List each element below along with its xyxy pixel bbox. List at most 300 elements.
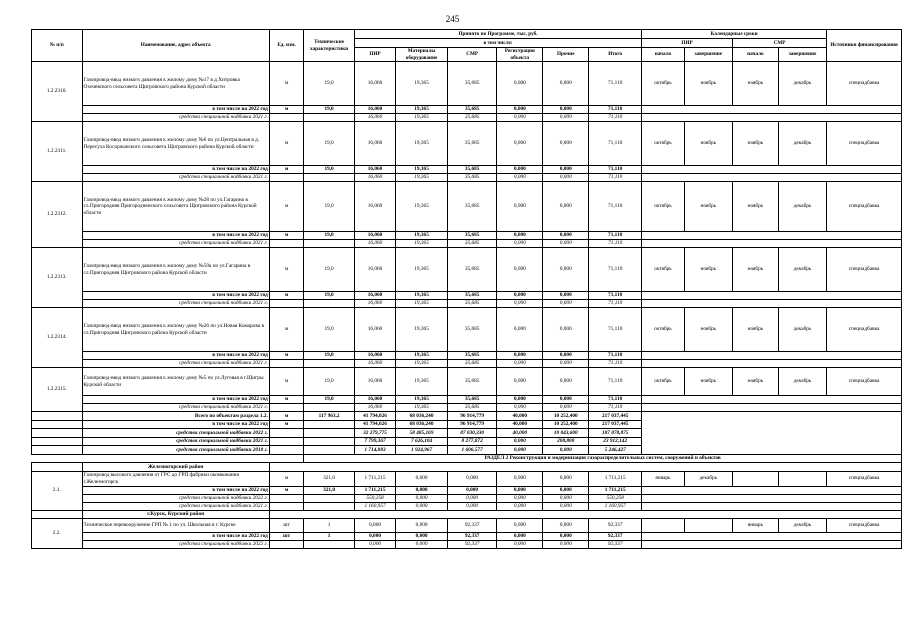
object-name: Газопровод-ввод низкого давления к жилому дому №59а по ул.Гагарина в сл.Пригородняя Щигровского района Курской области <box>82 248 269 292</box>
pir-start: октябрь <box>642 182 685 232</box>
pir-start: октябрь <box>642 62 685 106</box>
incl-char: 19,0 <box>304 352 355 360</box>
unit: м <box>269 486 303 494</box>
incl-reg: 40,000 <box>497 420 543 429</box>
incl-reg: 0,000 <box>497 352 543 360</box>
incl-label: в том числе на 2022 год <box>82 486 269 494</box>
unit: м <box>269 412 303 421</box>
obj-2-2-name: Техническое перевооружение ГРП № 1 по ул. Школьная в г. Курске <box>82 519 269 533</box>
object-num: 1.2.2312. <box>32 182 83 248</box>
special-2018-label: средства специальной надбавки 2018 г. <box>82 446 269 455</box>
incl-label: в том числе на 2022 год <box>82 166 269 174</box>
obj-2-1-s2021-reg: 0,000 <box>497 502 543 510</box>
object-other: 0,000 <box>543 248 589 292</box>
s2022-smr: 87 030,330 <box>447 429 496 438</box>
incl-other: 0,000 <box>543 232 589 240</box>
incl-pir: 16,060 <box>354 352 395 360</box>
special-2021-label: средства специальной надбавки 2021 г. <box>82 404 269 412</box>
obj-2-1-other: 0,000 <box>543 471 589 486</box>
object-char: 19,0 <box>304 368 355 396</box>
object-incl-row <box>32 232 902 240</box>
header-smr-end: завершение <box>778 48 826 62</box>
header-pir-start: начало <box>642 48 685 62</box>
special-reg: 0,000 <box>497 404 543 412</box>
unit: м <box>269 308 303 352</box>
incl-pir: 16,060 <box>354 166 395 174</box>
smr-start: ноябрь <box>732 368 778 396</box>
obj-2-2-pir: 0,000 <box>354 519 395 533</box>
obj-2-2-incl-mat: 0,000 <box>396 533 448 541</box>
object-name: Газопровод-ввод низкого давления к жилому дому №5 по ул.Луговая в г.Щигры Курской области <box>82 368 269 396</box>
obj-2-2-s2022-reg: 0,000 <box>497 541 543 549</box>
object-total: 71,110 <box>589 368 642 396</box>
incl-mat: 19,365 <box>396 396 448 404</box>
total-reg: 40,000 <box>497 412 543 421</box>
unit: м <box>269 420 303 429</box>
header-pir-end: завершение <box>684 48 732 62</box>
object-other: 0,000 <box>543 368 589 396</box>
header-cal-pir: ПИР <box>642 39 733 48</box>
special-smr: 35,685 <box>447 114 496 122</box>
object-reg: 0,000 <box>497 62 543 106</box>
obj-2-2-incl-other: 0,000 <box>543 533 589 541</box>
header-source: Источники финансирования <box>827 30 902 62</box>
header-pir: ПИР <box>354 48 395 62</box>
header-total: Итого <box>589 48 642 62</box>
s2021-reg: 0,000 <box>497 437 543 446</box>
special-smr: 35,685 <box>447 300 496 308</box>
object-char: 19,0 <box>304 122 355 166</box>
smr-end: декабрь <box>778 368 826 396</box>
object-total: 71,110 <box>589 122 642 166</box>
obj-2-2-incl-total: 92,337 <box>589 533 642 541</box>
obj-2-2-smr-end: декабрь <box>778 519 826 533</box>
object-row <box>32 368 902 396</box>
obj-2-1-s2022-pir: 550,258 <box>354 494 395 502</box>
obj-2-1-s2021-other: 0,000 <box>543 502 589 510</box>
obj-2-1-s2022-total: 550,258 <box>589 494 642 502</box>
obj-2-2-incl-smr: 92,337 <box>447 533 496 541</box>
source: спецнадбавка <box>827 182 902 232</box>
object-pir: 16,060 <box>354 308 395 352</box>
special-mat: 19,365 <box>396 174 448 182</box>
incl-label: в том числе на 2022 год <box>82 420 269 429</box>
special-2021-label: средства специальной надбавки 2021 г. <box>82 300 269 308</box>
special-total: 71,110 <box>589 300 642 308</box>
obj-2-1-source: спецнадбавка <box>827 471 902 486</box>
incl-char: 19,0 <box>304 106 355 114</box>
special-pir: 16,060 <box>354 360 395 368</box>
s2022-other: 10 043,600 <box>543 429 589 438</box>
object-other: 0,000 <box>543 122 589 166</box>
incl-total: 71,110 <box>589 292 642 300</box>
page-number: 245 <box>445 14 460 24</box>
incl-mat: 19,365 <box>396 352 448 360</box>
obj-2-2-reg: 0,000 <box>497 519 543 533</box>
obj-2-2-s2022-other: 0,000 <box>543 541 589 549</box>
incl-pir: 16,060 <box>354 232 395 240</box>
object-row <box>32 182 902 232</box>
obj-2-2-s2022-smr: 92,337 <box>447 541 496 549</box>
object-reg: 0,000 <box>497 122 543 166</box>
header-program: Принято по Программе, тыс. руб. <box>354 30 641 39</box>
object-other: 0,000 <box>543 62 589 106</box>
special-smr: 35,685 <box>447 174 496 182</box>
special-2022-label: средства специальной надбавки 2022 г. <box>82 494 269 502</box>
pir-end: ноябрь <box>684 368 732 396</box>
unit: м <box>269 471 303 486</box>
header-smr-start: начало <box>732 48 778 62</box>
header-cal-smr: СМР <box>732 39 826 48</box>
incl-label: в том числе на 2022 год <box>82 292 269 300</box>
object-pir: 16,060 <box>354 182 395 232</box>
object-row <box>32 248 902 292</box>
incl-mat: 19,365 <box>396 292 448 300</box>
object-total: 71,110 <box>589 308 642 352</box>
incl-pir: 16,060 <box>354 106 395 114</box>
header-num: № п/п <box>32 30 83 62</box>
object-special-row <box>32 300 902 308</box>
obj-2-1-incl-smr: 0,000 <box>447 486 496 494</box>
special-2021-label: средства специальной надбавки 2021 г. <box>82 502 269 510</box>
total-smr: 96 914,779 <box>447 412 496 421</box>
incl-total: 71,110 <box>589 106 642 114</box>
unit: м <box>269 182 303 232</box>
incl-reg: 0,000 <box>497 396 543 404</box>
obj-2-1-s2021-smr: 0,000 <box>447 502 496 510</box>
incl-pir: 41 794,026 <box>354 420 395 429</box>
object-mat: 19,365 <box>396 308 448 352</box>
incl-reg: 0,000 <box>497 292 543 300</box>
special-pir: 16,060 <box>354 404 395 412</box>
s2021-other: 208,800 <box>543 437 589 446</box>
incl-smr: 35,685 <box>447 292 496 300</box>
incl-label: в том числе на 2022 год <box>82 396 269 404</box>
incl-label: в том числе на 2022 год <box>82 106 269 114</box>
object-name: Газопровод-ввод низкого давления к жилому дому №17 в д.Хитровка Охочевского сельсовета Щигровского района Курской области <box>82 62 269 106</box>
special-reg: 0,000 <box>497 360 543 368</box>
header-characteristics: Технические характеристики <box>304 30 355 62</box>
special-2021-label: средства специальной надбавки 2021 г. <box>82 360 269 368</box>
object-name: Газопровод-ввод низкого давления к жилому дому №6 по ул.Центральная в д. Пересуха Косоржанского сельсовета Щигровского района Курской области <box>82 122 269 166</box>
special-mat: 19,365 <box>396 360 448 368</box>
obj-2-1-incl-total: 1 711,215 <box>589 486 642 494</box>
obj-2-1-reg: 0,000 <box>497 471 543 486</box>
obj-2-1-s2021-total: 1 160,957 <box>589 502 642 510</box>
header-unit: Ед. изм. <box>269 30 303 62</box>
object-smr: 35,685 <box>447 248 496 292</box>
obj-2-2-smr-start: январь <box>732 519 778 533</box>
incl-label: в том числе на 2022 год <box>82 352 269 360</box>
incl-mat: 19,365 <box>396 166 448 174</box>
object-name: Газопровод-ввод низкого давления к жилому дому №26 по ул.Новая Комарова в сл.Пригородняя Щигровского района Курской области <box>82 308 269 352</box>
object-pir: 16,060 <box>354 62 395 106</box>
special-total: 71,110 <box>589 240 642 248</box>
unit: м <box>269 166 303 174</box>
obj-2-2-incl-reg: 0,000 <box>497 533 543 541</box>
smr-start: ноябрь <box>732 248 778 292</box>
unit: м <box>269 248 303 292</box>
obj-2-1-s2022-mat: 0,000 <box>396 494 448 502</box>
unit: м <box>269 352 303 360</box>
source: спецнадбавка <box>827 62 902 106</box>
object-other: 0,000 <box>543 182 589 232</box>
incl-smr: 35,685 <box>447 166 496 174</box>
obj-2-2-total: 92,337 <box>589 519 642 533</box>
pir-end: ноябрь <box>684 182 732 232</box>
obj-2-1-name: Газопровод высокого давления от ГРС до ГРП фабрики окомкования г.Железногорск <box>82 471 269 486</box>
s2021-pir: 7 799,367 <box>354 437 395 446</box>
special-other: 0,000 <box>543 240 589 248</box>
smr-end: декабрь <box>778 182 826 232</box>
s2022-total: 187 878,875 <box>589 429 642 438</box>
total-pir: 41 794,026 <box>354 412 395 421</box>
obj-2-1-incl-pir: 1 711,215 <box>354 486 395 494</box>
smr-start: ноябрь <box>732 182 778 232</box>
special-pir: 16,060 <box>354 114 395 122</box>
total-total: 217 037,445 <box>589 412 642 421</box>
object-mat: 19,365 <box>396 182 448 232</box>
obj-2-1-incl-mat: 0,000 <box>396 486 448 494</box>
s2021-smr: 8 277,872 <box>447 437 496 446</box>
special-total: 71,110 <box>589 360 642 368</box>
header-including: в том числе: <box>354 39 641 48</box>
obj-2-2-mat: 0,000 <box>396 519 448 533</box>
special-reg: 0,000 <box>497 240 543 248</box>
smr-start: ноябрь <box>732 308 778 352</box>
special-mat: 19,365 <box>396 114 448 122</box>
incl-mat: 19,365 <box>396 232 448 240</box>
incl-mat: 19,365 <box>396 106 448 114</box>
incl-label: в том числе на 2022 год <box>82 232 269 240</box>
object-special-row <box>32 114 902 122</box>
object-smr: 35,685 <box>447 368 496 396</box>
incl-label: в том числе на 2022 год <box>82 533 269 541</box>
header-registration: Регистрация объекта <box>497 48 543 62</box>
special-2021-label: средства специальной надбавки 2021 г. <box>82 437 269 446</box>
special-total: 71,110 <box>589 174 642 182</box>
object-num: 1.2.2315. <box>32 368 83 412</box>
smr-end: декабрь <box>778 308 826 352</box>
obj-2-1-smr: 0,000 <box>447 471 496 486</box>
pir-start: октябрь <box>642 308 685 352</box>
incl-smr: 96 914,779 <box>447 420 496 429</box>
object-incl-row <box>32 106 902 114</box>
object-pir: 16,060 <box>354 122 395 166</box>
district-zheleznogorsk: Железногорский район <box>82 463 269 472</box>
object-row <box>32 122 902 166</box>
program-table <box>31 29 902 549</box>
smr-end: декабрь <box>778 122 826 166</box>
source: спецнадбавка <box>827 122 902 166</box>
special-total: 71,110 <box>589 404 642 412</box>
header-materials: Материалы оборудование <box>396 48 448 62</box>
special-other: 0,000 <box>543 300 589 308</box>
object-mat: 19,365 <box>396 248 448 292</box>
incl-pir: 16,060 <box>354 292 395 300</box>
incl-char: 19,0 <box>304 292 355 300</box>
total-other: 10 252,400 <box>543 412 589 421</box>
s2018-reg: 0,000 <box>497 446 543 455</box>
incl-other: 0,000 <box>543 292 589 300</box>
obj-2-2-s2022-mat: 0,000 <box>396 541 448 549</box>
object-num: 1.2.2314. <box>32 308 83 368</box>
unit: м <box>269 122 303 166</box>
special-2022-label: средства специальной надбавки 2022 г. <box>82 429 269 438</box>
special-reg: 0,000 <box>497 174 543 182</box>
section-2-title: РАЗДЕЛ 2 Реконструкция и модернизация газораспределительных систем, сооружений и объектов <box>304 454 902 463</box>
special-other: 0,000 <box>543 360 589 368</box>
object-reg: 0,000 <box>497 308 543 352</box>
obj-2-1-pir-start: январь <box>642 471 685 486</box>
incl-total: 71,110 <box>589 166 642 174</box>
incl-mat: 68 036,240 <box>396 420 448 429</box>
unit: м <box>269 62 303 106</box>
header-smr: СМР <box>447 48 496 62</box>
object-incl-row <box>32 396 902 404</box>
incl-smr: 35,685 <box>447 396 496 404</box>
object-special-row <box>32 360 902 368</box>
incl-total: 71,110 <box>589 396 642 404</box>
incl-reg: 0,000 <box>497 106 543 114</box>
object-num: 1.2.2313. <box>32 248 83 308</box>
obj-2-1-num: 2.1. <box>32 471 83 510</box>
incl-other: 0,000 <box>543 352 589 360</box>
special-2021-label: средства специальной надбавки 2021 г. <box>82 240 269 248</box>
object-incl-row <box>32 166 902 174</box>
obj-2-2-incl-char: 1 <box>304 533 355 541</box>
object-special-row <box>32 174 902 182</box>
object-smr: 35,685 <box>447 122 496 166</box>
smr-start: ноябрь <box>732 62 778 106</box>
special-reg: 0,000 <box>497 114 543 122</box>
object-total: 71,110 <box>589 248 642 292</box>
special-other: 0,000 <box>543 404 589 412</box>
pir-start: октябрь <box>642 122 685 166</box>
source: спецнадбавка <box>827 308 902 352</box>
special-pir: 16,060 <box>354 300 395 308</box>
object-reg: 0,000 <box>497 368 543 396</box>
obj-2-1-s2022-reg: 0,000 <box>497 494 543 502</box>
source: спецнадбавка <box>827 368 902 396</box>
unit: шт <box>269 519 303 533</box>
obj-2-2-s2022-pir: 0,000 <box>354 541 395 549</box>
obj-2-1-pir-end: декабрь <box>684 471 732 486</box>
object-num: 1.2.2310. <box>32 62 83 122</box>
smr-start: ноябрь <box>732 122 778 166</box>
object-char: 19,0 <box>304 62 355 106</box>
smr-end: декабрь <box>778 248 826 292</box>
s2022-mat: 58 485,169 <box>396 429 448 438</box>
special-smr: 35,685 <box>447 360 496 368</box>
obj-2-1-incl-char: 321,0 <box>304 486 355 494</box>
object-incl-row <box>32 352 902 360</box>
s2022-pir: 32 279,775 <box>354 429 395 438</box>
s2021-total: 23 912,142 <box>589 437 642 446</box>
header-calendar: Календарные сроки <box>642 30 827 39</box>
source: спецнадбавка <box>827 248 902 292</box>
unit: м <box>269 232 303 240</box>
unit: м <box>269 106 303 114</box>
obj-2-2-num: 2.2. <box>32 519 83 549</box>
obj-2-1-s2021-mat: 0,000 <box>396 502 448 510</box>
special-smr: 35,685 <box>447 404 496 412</box>
s2021-mat: 7 626,104 <box>396 437 448 446</box>
pir-end: ноябрь <box>684 62 732 106</box>
smr-end: декабрь <box>778 62 826 106</box>
object-row <box>32 308 902 352</box>
object-char: 19,0 <box>304 308 355 352</box>
incl-other: 0,000 <box>543 106 589 114</box>
unit: м <box>269 368 303 396</box>
s2018-total: 5 246,427 <box>589 446 642 455</box>
special-mat: 19,365 <box>396 240 448 248</box>
s2018-pir: 1 714,883 <box>354 446 395 455</box>
special-2022-label: средства специальной надбавки 2022 г. <box>82 541 269 549</box>
object-pir: 16,060 <box>354 368 395 396</box>
special-other: 0,000 <box>543 114 589 122</box>
object-special-row <box>32 240 902 248</box>
special-other: 0,000 <box>543 174 589 182</box>
obj-2-1-s2022-other: 0,000 <box>543 494 589 502</box>
special-pir: 16,060 <box>354 240 395 248</box>
object-total: 71,110 <box>589 62 642 106</box>
special-mat: 19,365 <box>396 300 448 308</box>
incl-other: 0,000 <box>543 396 589 404</box>
unit: м <box>269 396 303 404</box>
pir-start: октябрь <box>642 368 685 396</box>
pir-end: ноябрь <box>684 308 732 352</box>
incl-total: 71,110 <box>589 232 642 240</box>
s2022-reg: 40,000 <box>497 429 543 438</box>
incl-reg: 0,000 <box>497 232 543 240</box>
obj-2-1-total: 1 711,215 <box>589 471 642 486</box>
incl-reg: 0,000 <box>497 166 543 174</box>
object-mat: 19,365 <box>396 368 448 396</box>
special-pir: 16,060 <box>354 174 395 182</box>
obj-2-1-s2021-pir: 1 160,957 <box>354 502 395 510</box>
object-char: 19,0 <box>304 248 355 292</box>
obj-2-1-pir: 1 711,215 <box>354 471 395 486</box>
object-num: 1.2.2311. <box>32 122 83 182</box>
object-mat: 19,365 <box>396 62 448 106</box>
total-mat: 68 036,240 <box>396 412 448 421</box>
obj-2-2-smr: 92,337 <box>447 519 496 533</box>
obj-2-1-s2022-smr: 0,000 <box>447 494 496 502</box>
object-smr: 35,685 <box>447 308 496 352</box>
unit: шт <box>269 533 303 541</box>
incl-other: 10 252,400 <box>543 420 589 429</box>
obj-2-1-incl-other: 0,000 <box>543 486 589 494</box>
object-name: Газопровод-ввод низкого давления к жилому дому №28 по ул.Гагарина в сл.Пригородняя Пригородненского сельсовета Щигровского района Курской области <box>82 182 269 232</box>
object-reg: 0,000 <box>497 182 543 232</box>
header-name: Наименование, адрес объекта <box>82 30 269 62</box>
object-special-row <box>32 404 902 412</box>
incl-char: 19,0 <box>304 396 355 404</box>
special-smr: 35,685 <box>447 240 496 248</box>
s2018-other: 0,000 <box>543 446 589 455</box>
total-char: 117 963,2 <box>304 412 355 421</box>
obj-2-2-s2022-total: 92,337 <box>589 541 642 549</box>
incl-char: 19,0 <box>304 166 355 174</box>
object-char: 19,0 <box>304 182 355 232</box>
incl-smr: 35,685 <box>447 232 496 240</box>
pir-end: ноябрь <box>684 248 732 292</box>
special-reg: 0,000 <box>497 300 543 308</box>
incl-other: 0,000 <box>543 166 589 174</box>
obj-2-2-other: 0,000 <box>543 519 589 533</box>
s2018-smr: 1 606,577 <box>447 446 496 455</box>
